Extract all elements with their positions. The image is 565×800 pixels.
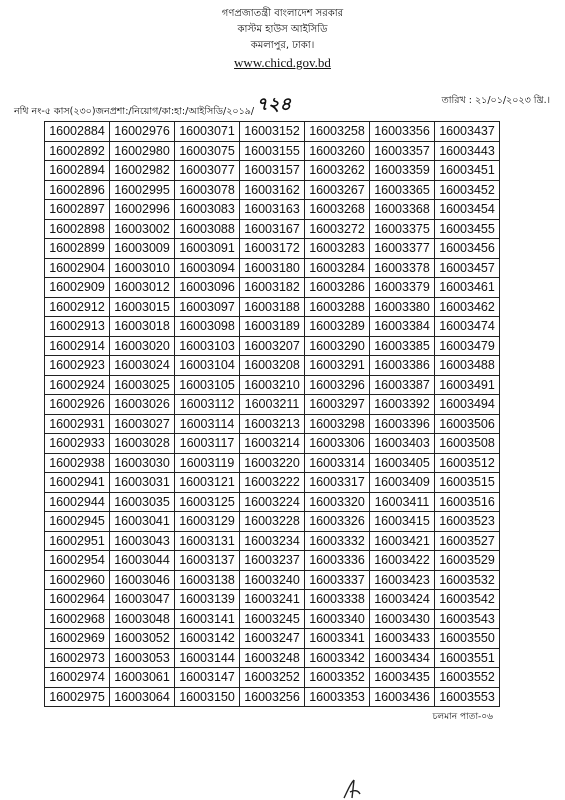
roll-number-cell: 16003332 <box>305 531 370 551</box>
roll-number-cell: 16003435 <box>370 668 435 688</box>
government-name: গণপ্রজাতন্ত্রী বাংলাদেশ সরকার <box>221 8 344 19</box>
roll-number-cell: 16003356 <box>370 122 435 142</box>
roll-number-cell: 16003268 <box>305 200 370 220</box>
roll-number-cell: 16003053 <box>110 648 175 668</box>
roll-number-cell: 16003047 <box>110 590 175 610</box>
roll-number-cell: 16003512 <box>435 453 500 473</box>
website-link[interactable]: www.chicd.gov.bd <box>234 55 331 70</box>
roll-number-cell: 16003357 <box>370 141 435 161</box>
roll-number-cell: 16003088 <box>175 219 240 239</box>
table-row <box>45 668 500 688</box>
roll-number-cell: 16003248 <box>240 648 305 668</box>
document-date: তারিখ : ২১/০১/২০২৩ খ্রি.। <box>441 95 550 106</box>
roll-number-cell: 16002909 <box>45 278 110 298</box>
roll-number-cell: 16003352 <box>305 668 370 688</box>
roll-number-cell: 16003182 <box>240 278 305 298</box>
roll-number-cell: 16003121 <box>175 473 240 493</box>
table-row <box>45 512 500 532</box>
roll-number-cell: 16003284 <box>305 258 370 278</box>
roll-number-cell: 16002892 <box>45 141 110 161</box>
roll-number-cell: 16003104 <box>175 356 240 376</box>
roll-number-cell: 16003052 <box>110 629 175 649</box>
roll-number-cell: 16003494 <box>435 395 500 415</box>
table-row <box>45 590 500 610</box>
table-row <box>45 141 500 161</box>
roll-number-cell: 16002975 <box>45 687 110 707</box>
roll-number-cell: 16003247 <box>240 629 305 649</box>
roll-number-cell: 16003241 <box>240 590 305 610</box>
roll-number-cell: 16003434 <box>370 648 435 668</box>
roll-number-cell: 16003141 <box>175 609 240 629</box>
roll-number-cell: 16003027 <box>110 414 175 434</box>
roll-number-cell: 16003317 <box>305 473 370 493</box>
roll-number-cell: 16002973 <box>45 648 110 668</box>
roll-number-cell: 16003542 <box>435 590 500 610</box>
roll-number-cell: 16002924 <box>45 375 110 395</box>
roll-number-cell: 16003220 <box>240 453 305 473</box>
roll-number-cell: 16003234 <box>240 531 305 551</box>
roll-number-cell: 16003433 <box>370 629 435 649</box>
roll-number-cell: 16002894 <box>45 161 110 181</box>
roll-number-cell: 16003214 <box>240 434 305 454</box>
roll-number-cell: 16003403 <box>370 434 435 454</box>
roll-number-cell: 16003114 <box>175 414 240 434</box>
table-row <box>45 375 500 395</box>
roll-number-cell: 16003392 <box>370 395 435 415</box>
roll-number-cell: 16002897 <box>45 200 110 220</box>
roll-number-cell: 16003451 <box>435 161 500 181</box>
roll-number-cell: 16003262 <box>305 161 370 181</box>
roll-number-cell: 16003424 <box>370 590 435 610</box>
table-row <box>45 317 500 337</box>
roll-number-cell: 16003491 <box>435 375 500 395</box>
roll-number-cell: 16003456 <box>435 239 500 259</box>
roll-number-cell: 16003048 <box>110 609 175 629</box>
continuation-note: চলমান পাতা-০৬ <box>432 712 493 722</box>
roll-number-cell: 16003094 <box>175 258 240 278</box>
roll-number-cell: 16003474 <box>435 317 500 337</box>
table-row <box>45 200 500 220</box>
roll-number-cell: 16002904 <box>45 258 110 278</box>
roll-number-cell: 16003306 <box>305 434 370 454</box>
table-row <box>45 648 500 668</box>
roll-number-cell: 16002933 <box>45 434 110 454</box>
roll-number-cell: 16003552 <box>435 668 500 688</box>
table-row <box>45 434 500 454</box>
roll-number-cell: 16003298 <box>305 414 370 434</box>
roll-number-cell: 16003380 <box>370 297 435 317</box>
roll-number-cell: 16002944 <box>45 492 110 512</box>
roll-number-cell: 16003353 <box>305 687 370 707</box>
roll-number-cell: 16003222 <box>240 473 305 493</box>
roll-number-cell: 16003144 <box>175 648 240 668</box>
roll-number-cell: 16002954 <box>45 551 110 571</box>
roll-number-cell: 16002941 <box>45 473 110 493</box>
roll-number-cell: 16003155 <box>240 141 305 161</box>
roll-number-cell: 16003385 <box>370 336 435 356</box>
roll-number-cell: 16003288 <box>305 297 370 317</box>
roll-number-cell: 16003337 <box>305 570 370 590</box>
office-name: কাস্টম হাউস আইসিডি <box>237 24 328 35</box>
document-header <box>0 6 565 71</box>
table-row <box>45 551 500 571</box>
table-row <box>45 570 500 590</box>
roll-number-cell: 16003326 <box>305 512 370 532</box>
roll-number-cell: 16002884 <box>45 122 110 142</box>
roll-number-cell: 16003210 <box>240 375 305 395</box>
roll-number-cell: 16003009 <box>110 239 175 259</box>
roll-number-cell: 16003035 <box>110 492 175 512</box>
roll-number-cell: 16003409 <box>370 473 435 493</box>
roll-number-cell: 16003289 <box>305 317 370 337</box>
roll-number-cell: 16003461 <box>435 278 500 298</box>
roll-number-cell: 16003368 <box>370 200 435 220</box>
roll-number-cell: 16003020 <box>110 336 175 356</box>
roll-number-cell: 16003523 <box>435 512 500 532</box>
roll-number-cell: 16003297 <box>305 395 370 415</box>
roll-number-cell: 16003172 <box>240 239 305 259</box>
roll-number-cell: 16002996 <box>110 200 175 220</box>
roll-number-cell: 16003015 <box>110 297 175 317</box>
roll-number-cell: 16002951 <box>45 531 110 551</box>
roll-number-cell: 16003379 <box>370 278 435 298</box>
table-row <box>45 531 500 551</box>
roll-number-cell: 16003240 <box>240 570 305 590</box>
roll-number-cell: 16003411 <box>370 492 435 512</box>
roll-number-cell: 16003105 <box>175 375 240 395</box>
roll-number-cell: 16003342 <box>305 648 370 668</box>
roll-number-table-body <box>45 122 500 707</box>
roll-number-cell: 16003488 <box>435 356 500 376</box>
roll-number-cell: 16003386 <box>370 356 435 376</box>
roll-number-cell: 16003551 <box>435 648 500 668</box>
roll-number-cell: 16003252 <box>240 668 305 688</box>
roll-number-cell: 16003043 <box>110 531 175 551</box>
roll-number-cell: 16003098 <box>175 317 240 337</box>
roll-number-cell: 16003077 <box>175 161 240 181</box>
roll-number-cell: 16003260 <box>305 141 370 161</box>
roll-number-cell: 16003167 <box>240 219 305 239</box>
roll-number-cell: 16003091 <box>175 239 240 259</box>
roll-number-cell: 16003422 <box>370 551 435 571</box>
roll-number-cell: 16003028 <box>110 434 175 454</box>
roll-number-cell: 16003455 <box>435 219 500 239</box>
roll-number-cell: 16003387 <box>370 375 435 395</box>
table-row <box>45 687 500 707</box>
roll-number-cell: 16003138 <box>175 570 240 590</box>
roll-number-cell: 16003125 <box>175 492 240 512</box>
roll-number-cell: 16003228 <box>240 512 305 532</box>
roll-number-cell: 16002926 <box>45 395 110 415</box>
roll-number-cell: 16003553 <box>435 687 500 707</box>
roll-number-cell: 16003421 <box>370 531 435 551</box>
roll-number-cell: 16003131 <box>175 531 240 551</box>
table-row <box>45 629 500 649</box>
table-row <box>45 395 500 415</box>
roll-number-cell: 16003423 <box>370 570 435 590</box>
roll-number-cell: 16003061 <box>110 668 175 688</box>
roll-number-cell: 16003296 <box>305 375 370 395</box>
roll-number-table <box>44 121 500 707</box>
table-row <box>45 414 500 434</box>
roll-number-cell: 16002960 <box>45 570 110 590</box>
roll-number-cell: 16003208 <box>240 356 305 376</box>
office-address: কমলাপুর, ঢাকা। <box>250 40 315 51</box>
roll-number-cell: 16003150 <box>175 687 240 707</box>
roll-number-cell: 16003245 <box>240 609 305 629</box>
roll-number-cell: 16002968 <box>45 609 110 629</box>
table-row <box>45 122 500 142</box>
table-row <box>45 278 500 298</box>
roll-number-cell: 16003543 <box>435 609 500 629</box>
roll-number-cell: 16002923 <box>45 356 110 376</box>
roll-number-cell: 16003041 <box>110 512 175 532</box>
roll-number-cell: 16003064 <box>110 687 175 707</box>
roll-number-cell: 16003527 <box>435 531 500 551</box>
roll-number-cell: 16003508 <box>435 434 500 454</box>
roll-number-cell: 16003097 <box>175 297 240 317</box>
table-row <box>45 219 500 239</box>
memo-number: ৭২৪ <box>256 94 292 114</box>
roll-number-cell: 16003384 <box>370 317 435 337</box>
roll-number-cell: 16003359 <box>370 161 435 181</box>
roll-number-cell: 16003258 <box>305 122 370 142</box>
roll-number-cell: 16002980 <box>110 141 175 161</box>
roll-number-cell: 16003163 <box>240 200 305 220</box>
table-row <box>45 609 500 629</box>
roll-number-cell: 16003083 <box>175 200 240 220</box>
roll-number-cell: 16002974 <box>45 668 110 688</box>
roll-number-cell: 16003506 <box>435 414 500 434</box>
roll-number-cell: 16003162 <box>240 180 305 200</box>
roll-number-cell: 16003103 <box>175 336 240 356</box>
roll-number-cell: 16003119 <box>175 453 240 473</box>
roll-number-cell: 16003224 <box>240 492 305 512</box>
roll-number-cell: 16003188 <box>240 297 305 317</box>
table-row <box>45 258 500 278</box>
table-row <box>45 356 500 376</box>
roll-number-cell: 16003002 <box>110 219 175 239</box>
roll-number-cell: 16003283 <box>305 239 370 259</box>
roll-number-cell: 16003044 <box>110 551 175 571</box>
roll-number-cell: 16003025 <box>110 375 175 395</box>
roll-number-cell: 16003336 <box>305 551 370 571</box>
roll-number-cell: 16002964 <box>45 590 110 610</box>
roll-number-cell: 16002898 <box>45 219 110 239</box>
reference-line <box>14 92 554 117</box>
roll-number-cell: 16002938 <box>45 453 110 473</box>
table-row <box>45 161 500 181</box>
roll-number-cell: 16003532 <box>435 570 500 590</box>
roll-number-cell: 16003139 <box>175 590 240 610</box>
roll-number-cell: 16003046 <box>110 570 175 590</box>
roll-number-cell: 16002912 <box>45 297 110 317</box>
roll-number-cell: 16003290 <box>305 336 370 356</box>
roll-number-cell: 16003436 <box>370 687 435 707</box>
roll-number-cell: 16003137 <box>175 551 240 571</box>
signature-mark <box>340 778 364 800</box>
roll-number-cell: 16002982 <box>110 161 175 181</box>
roll-number-cell: 16003096 <box>175 278 240 298</box>
roll-number-cell: 16003237 <box>240 551 305 571</box>
roll-number-cell: 16003026 <box>110 395 175 415</box>
roll-number-cell: 16003213 <box>240 414 305 434</box>
roll-number-cell: 16003078 <box>175 180 240 200</box>
roll-number-cell: 16003189 <box>240 317 305 337</box>
roll-number-cell: 16003340 <box>305 609 370 629</box>
roll-number-cell: 16003286 <box>305 278 370 298</box>
table-row <box>45 492 500 512</box>
roll-number-cell: 16002931 <box>45 414 110 434</box>
roll-number-cell: 16003378 <box>370 258 435 278</box>
roll-number-cell: 16003117 <box>175 434 240 454</box>
roll-number-cell: 16003207 <box>240 336 305 356</box>
memo-text: নথি নং-৫ কাস(২৩০)জনপ্রশা:/নিয়োগ/কা:হা:/আইসিডি/২০১৯/ <box>14 106 255 117</box>
roll-number-cell: 16003012 <box>110 278 175 298</box>
roll-number-cell: 16003147 <box>175 668 240 688</box>
roll-number-cell: 16003129 <box>175 512 240 532</box>
roll-number-cell: 16003211 <box>240 395 305 415</box>
table-row <box>45 453 500 473</box>
roll-number-cell: 16003405 <box>370 453 435 473</box>
roll-number-cell: 16003443 <box>435 141 500 161</box>
table-row <box>45 180 500 200</box>
roll-number-cell: 16003180 <box>240 258 305 278</box>
roll-number-cell: 16003430 <box>370 609 435 629</box>
roll-number-cell: 16003018 <box>110 317 175 337</box>
roll-number-cell: 16003550 <box>435 629 500 649</box>
roll-number-cell: 16002995 <box>110 180 175 200</box>
roll-number-cell: 16003256 <box>240 687 305 707</box>
roll-number-cell: 16002899 <box>45 239 110 259</box>
roll-number-cell: 16002913 <box>45 317 110 337</box>
table-row <box>45 239 500 259</box>
roll-number-cell: 16003291 <box>305 356 370 376</box>
table-row <box>45 297 500 317</box>
roll-number-cell: 16003452 <box>435 180 500 200</box>
roll-number-cell: 16003415 <box>370 512 435 532</box>
roll-number-cell: 16003529 <box>435 551 500 571</box>
roll-number-cell: 16002969 <box>45 629 110 649</box>
roll-number-cell: 16003454 <box>435 200 500 220</box>
roll-number-cell: 16003377 <box>370 239 435 259</box>
roll-number-cell: 16003365 <box>370 180 435 200</box>
roll-number-cell: 16002896 <box>45 180 110 200</box>
roll-number-cell: 16003314 <box>305 453 370 473</box>
table-row <box>45 473 500 493</box>
roll-number-cell: 16003010 <box>110 258 175 278</box>
roll-number-cell: 16003112 <box>175 395 240 415</box>
table-row <box>45 336 500 356</box>
roll-number-cell: 16003396 <box>370 414 435 434</box>
roll-number-cell: 16003142 <box>175 629 240 649</box>
roll-number-cell: 16002945 <box>45 512 110 532</box>
roll-number-cell: 16003338 <box>305 590 370 610</box>
roll-number-cell: 16003031 <box>110 473 175 493</box>
roll-number-cell: 16003515 <box>435 473 500 493</box>
roll-number-cell: 16003152 <box>240 122 305 142</box>
roll-number-cell: 16002976 <box>110 122 175 142</box>
roll-number-cell: 16003516 <box>435 492 500 512</box>
roll-number-cell: 16003375 <box>370 219 435 239</box>
roll-number-cell: 16003024 <box>110 356 175 376</box>
roll-number-cell: 16003462 <box>435 297 500 317</box>
roll-number-cell: 16003320 <box>305 492 370 512</box>
roll-number-cell: 16003157 <box>240 161 305 181</box>
roll-number-cell: 16003267 <box>305 180 370 200</box>
roll-number-cell: 16002914 <box>45 336 110 356</box>
roll-number-cell: 16003071 <box>175 122 240 142</box>
roll-number-cell: 16003272 <box>305 219 370 239</box>
roll-number-cell: 16003437 <box>435 122 500 142</box>
roll-number-cell: 16003075 <box>175 141 240 161</box>
roll-number-cell: 16003030 <box>110 453 175 473</box>
roll-number-cell: 16003479 <box>435 336 500 356</box>
roll-number-cell: 16003457 <box>435 258 500 278</box>
roll-number-cell: 16003341 <box>305 629 370 649</box>
